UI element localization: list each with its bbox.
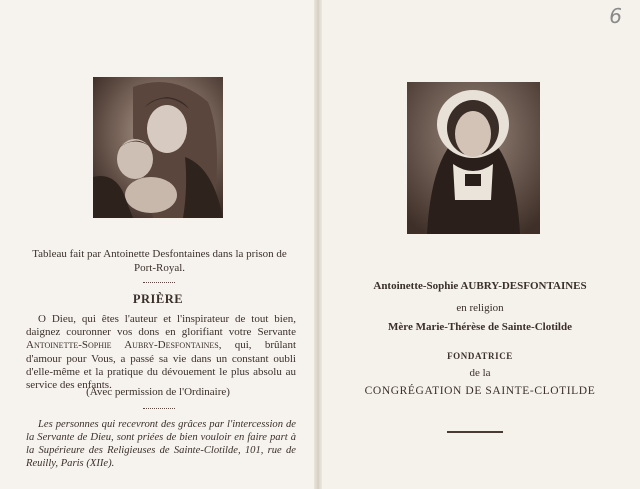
religious-name: Mère Marie-Thérèse de Sainte-Clotilde <box>388 321 572 333</box>
closing-rule <box>447 431 503 433</box>
of-label: de la <box>469 367 491 379</box>
painting-caption: Tableau fait par Antoinette Desfontaines dans la prison de Port-Royal. <box>32 248 287 274</box>
religion-label: en religion <box>456 302 504 314</box>
grace-notice: Les personnes qui recevront des grâces par l'intercession de la Servante de Dieu, sont priées de bien vouloir en faire part à la Supérieure des Religieuses de Sainte-Clotilde, 101, rue de Reuilly, Paris (XIIe). <box>26 419 296 469</box>
congregation-name: CONGRÉGATION DE SAINTE-CLOTILDE <box>364 385 596 397</box>
permission-note: (Avec permission de l'Ordinaire) <box>86 386 230 398</box>
dotted-divider <box>143 282 175 283</box>
madonna-painting <box>93 77 223 218</box>
prayer-title: PRIÈRE <box>132 292 184 306</box>
founder-label: FONDATRICE <box>447 351 513 361</box>
page-number: 6 <box>609 4 622 28</box>
right-page <box>320 0 640 489</box>
nun-portrait <box>407 82 540 234</box>
founder-first-name: Antoinette-Sophie <box>373 280 459 292</box>
founder-last-name: AUBRY-DESFONTAINES <box>460 280 587 292</box>
dotted-divider <box>143 408 175 409</box>
prayer-text-part2: , qui, brûlant d'amour pour Vous, a passé sa vie dans un constant oubli d'elle-même et la pratique du dévouement le plus absolu au service des enfants. <box>26 339 296 392</box>
prayer-text <box>26 313 296 392</box>
left-page <box>0 0 316 489</box>
page-gutter <box>314 0 322 489</box>
founder-name <box>320 280 640 292</box>
prayer-text-part1: O Dieu, qui êtes l'auteur et l'inspirateur de tout bien, daignez couronner vos dons en glorifiant votre Servante <box>26 313 296 339</box>
prayer-servant-name: Antoinette-Sophie Aubry-Desfontaines <box>26 339 219 352</box>
